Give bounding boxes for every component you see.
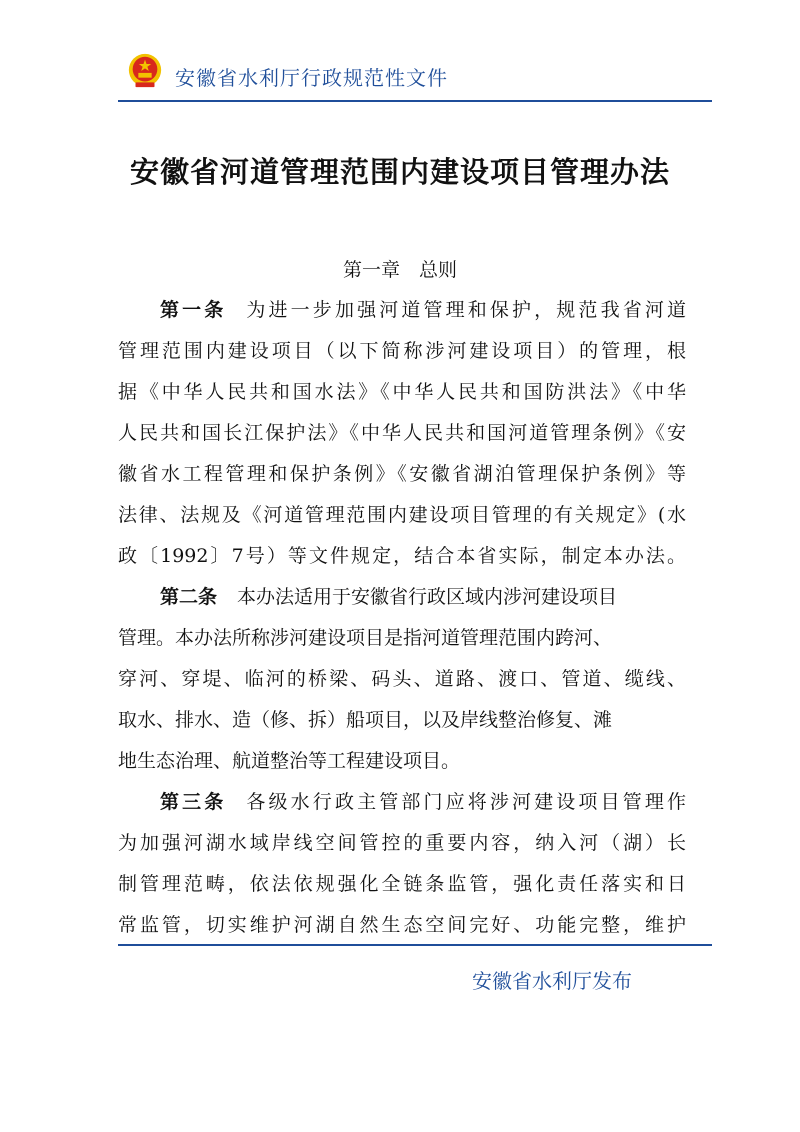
article-label: 第三条 xyxy=(160,791,227,813)
article-text-line: 人民共和国长江保护法》《中华人民共和国河道管理条例》《安 xyxy=(118,422,686,444)
article-text-line: 为加强河湖水域岸线空间管控的重要内容，纳入河（湖）长 xyxy=(118,832,686,854)
article-text-line: 地生态治理、航道整治等工程建设项目。 xyxy=(118,750,461,772)
document-body xyxy=(118,290,686,946)
header-divider xyxy=(118,100,712,102)
article-text-line: 政〔1992〕7号）等文件规定，结合本省实际，制定本办法。 xyxy=(118,545,686,567)
publisher-text: 安徽省水利厅发布 xyxy=(472,969,632,993)
article-first-line xyxy=(118,290,686,331)
document-header xyxy=(118,52,712,100)
footer-divider xyxy=(118,944,712,946)
article-text-line: 管理范围内建设项目（以下简称涉河建设项目）的管理，根 xyxy=(118,340,686,362)
article-label: 第一条 xyxy=(160,299,227,321)
article-text-line: 徽省水工程管理和保护条例》《安徽省湖泊管理保护条例》等 xyxy=(118,463,686,485)
article-text-line: 常监管，切实维护河湖自然生态空间完好、功能完整，维护 xyxy=(118,914,686,936)
article-text-line: 制管理范畴，依法依规强化全链条监管，强化责任落实和日 xyxy=(118,873,686,895)
article-text: 为进一步加强河道管理和保护，规范我省河道 xyxy=(246,299,686,321)
article-text-line: 穿河、穿堤、临河的桥梁、码头、道路、渡口、管道、缆线、 xyxy=(118,668,686,690)
article-text: 本办法适用于安徽省行政区域内涉河建设项目 xyxy=(237,586,618,608)
article-label: 第二条 xyxy=(160,586,218,608)
article-text-line: 据《中华人民共和国水法》《中华人民共和国防洪法》《中华 xyxy=(118,381,686,403)
national-emblem-icon xyxy=(126,52,164,90)
article-first-line xyxy=(118,577,686,618)
article-text-line: 法律、法规及《河道管理范围内建设项目管理的有关规定》(水 xyxy=(118,504,686,526)
article-text-line: 取水、排水、造（修、拆）船项目，以及岸线整治修复、滩 xyxy=(118,709,613,731)
article-text: 各级水行政主管部门应将涉河建设项目管理作 xyxy=(246,791,686,813)
chapter-heading: 第一章 总则 xyxy=(342,259,457,281)
header-title: 安徽省水利厅行政规范性文件 xyxy=(175,66,448,90)
article-text-line: 管理。本办法所称涉河建设项目是指河道管理范围内跨河、 xyxy=(118,627,613,649)
document-title: 安徽省河道管理范围内建设项目管理办法 xyxy=(129,155,670,189)
article-first-line xyxy=(118,782,686,823)
